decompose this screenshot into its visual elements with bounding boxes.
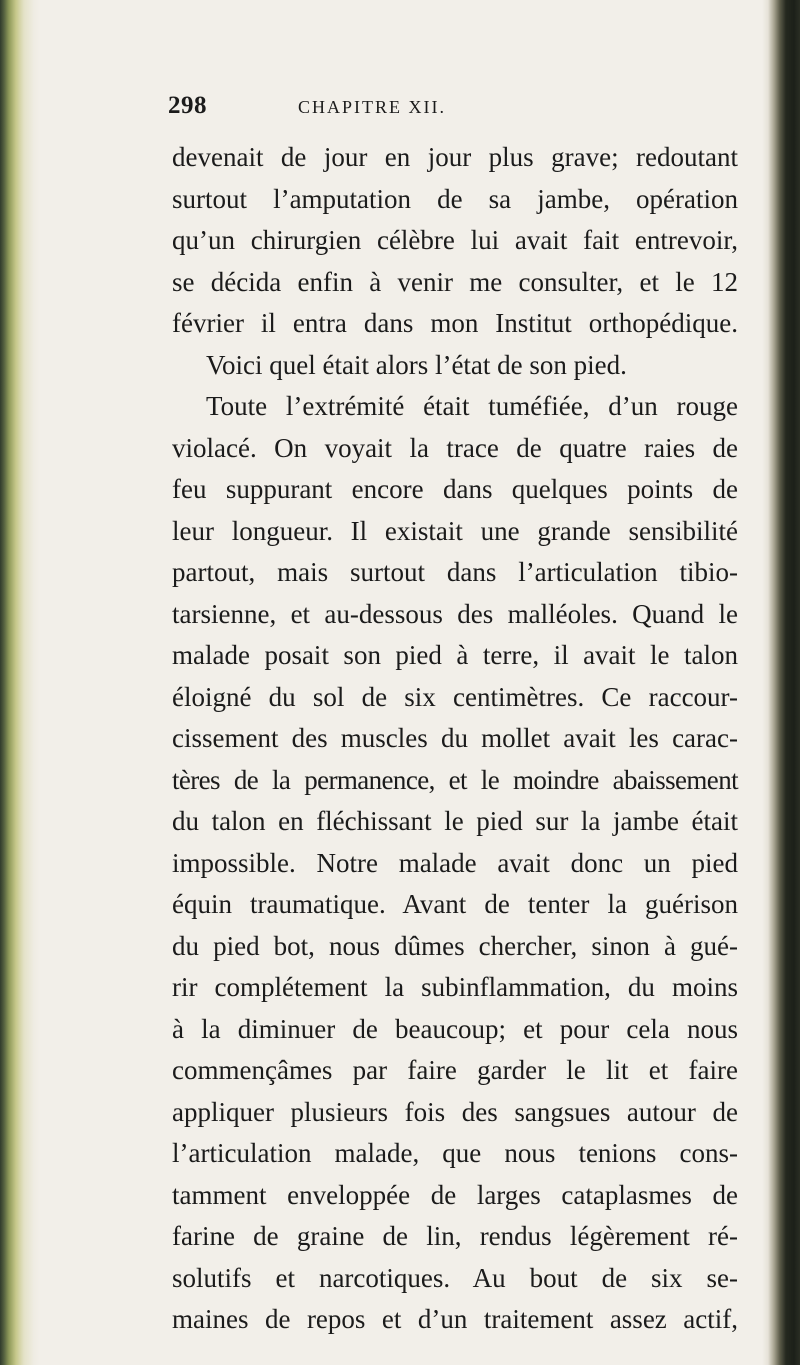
- text-line: février il entra dans mon Institut orthopédique.: [172, 308, 738, 338]
- text-line: solutifs et narcotiques. Au bout de six se-: [172, 1262, 738, 1293]
- text-line: équin traumatique. Avant de tenter la guérison: [172, 889, 738, 919]
- chapter-title: CHAPITRE XII.: [298, 97, 446, 117]
- text-line: maines de repos et d’un traitement assez actif,: [172, 1304, 738, 1334]
- text-line: appliquer plusieurs fois des sangsues autour de: [172, 1096, 738, 1127]
- text-line: violacé. On voyait la trace de quatre raies de: [172, 432, 738, 463]
- text-line: du pied bot, nous dûmes chercher, sinon à gué-: [172, 930, 738, 961]
- text-line: partout, mais surtout dans l’articulation tibio-: [172, 557, 738, 587]
- page-number: 298: [168, 92, 207, 119]
- text-line: commençâmes par faire garder le lit et faire: [172, 1055, 738, 1085]
- text-line: Toute l’extrémité était tuméfiée, d’un rouge: [206, 391, 738, 421]
- text-line: l’articulation malade, que nous tenions cons-: [172, 1138, 738, 1168]
- text-line: tères de la permanence, et le moindre abaissement: [172, 764, 738, 795]
- running-head: [168, 92, 768, 122]
- text-line: impossible. Notre malade avait donc un pied: [172, 847, 738, 878]
- text-line: malade posait son pied à terre, il avait le talon: [172, 640, 738, 670]
- text-line: rir complétement la subinflammation, du moins: [172, 972, 738, 1002]
- text-line: à la diminuer de beaucoup; et pour cela nous: [172, 1013, 738, 1044]
- page-edge: [762, 0, 800, 1365]
- text-line: Voici quel était alors l’état de son pied.: [206, 349, 627, 380]
- text-line: tamment enveloppée de larges cataplasmes de: [172, 1179, 738, 1210]
- page-binding-shadow: [0, 0, 40, 1365]
- text-line: se décida enfin à venir me consulter, et le 12: [172, 266, 738, 297]
- text-line: surtout l’amputation de sa jambe, opération: [172, 183, 738, 214]
- text-line: qu’un chirurgien célèbre lui avait fait entrevoir,: [172, 225, 738, 255]
- text-line: éloigné du sol de six centimètres. Ce raccour-: [172, 681, 738, 712]
- text-line: tarsienne, et au-dessous des malléoles. Quand le: [172, 598, 738, 629]
- text-line: du talon en fléchissant le pied sur la jambe était: [172, 806, 738, 836]
- text-line: cissement des muscles du mollet avait les carac-: [172, 723, 738, 753]
- text-line: leur longueur. Il existait une grande sensibilité: [172, 515, 738, 546]
- text-line: farine de graine de lin, rendus légèrement ré-: [172, 1221, 738, 1251]
- text-line: devenait de jour en jour plus grave; redoutant: [172, 142, 738, 172]
- text-line: feu suppurant encore dans quelques points de: [172, 474, 738, 504]
- body-text: [172, 137, 738, 1341]
